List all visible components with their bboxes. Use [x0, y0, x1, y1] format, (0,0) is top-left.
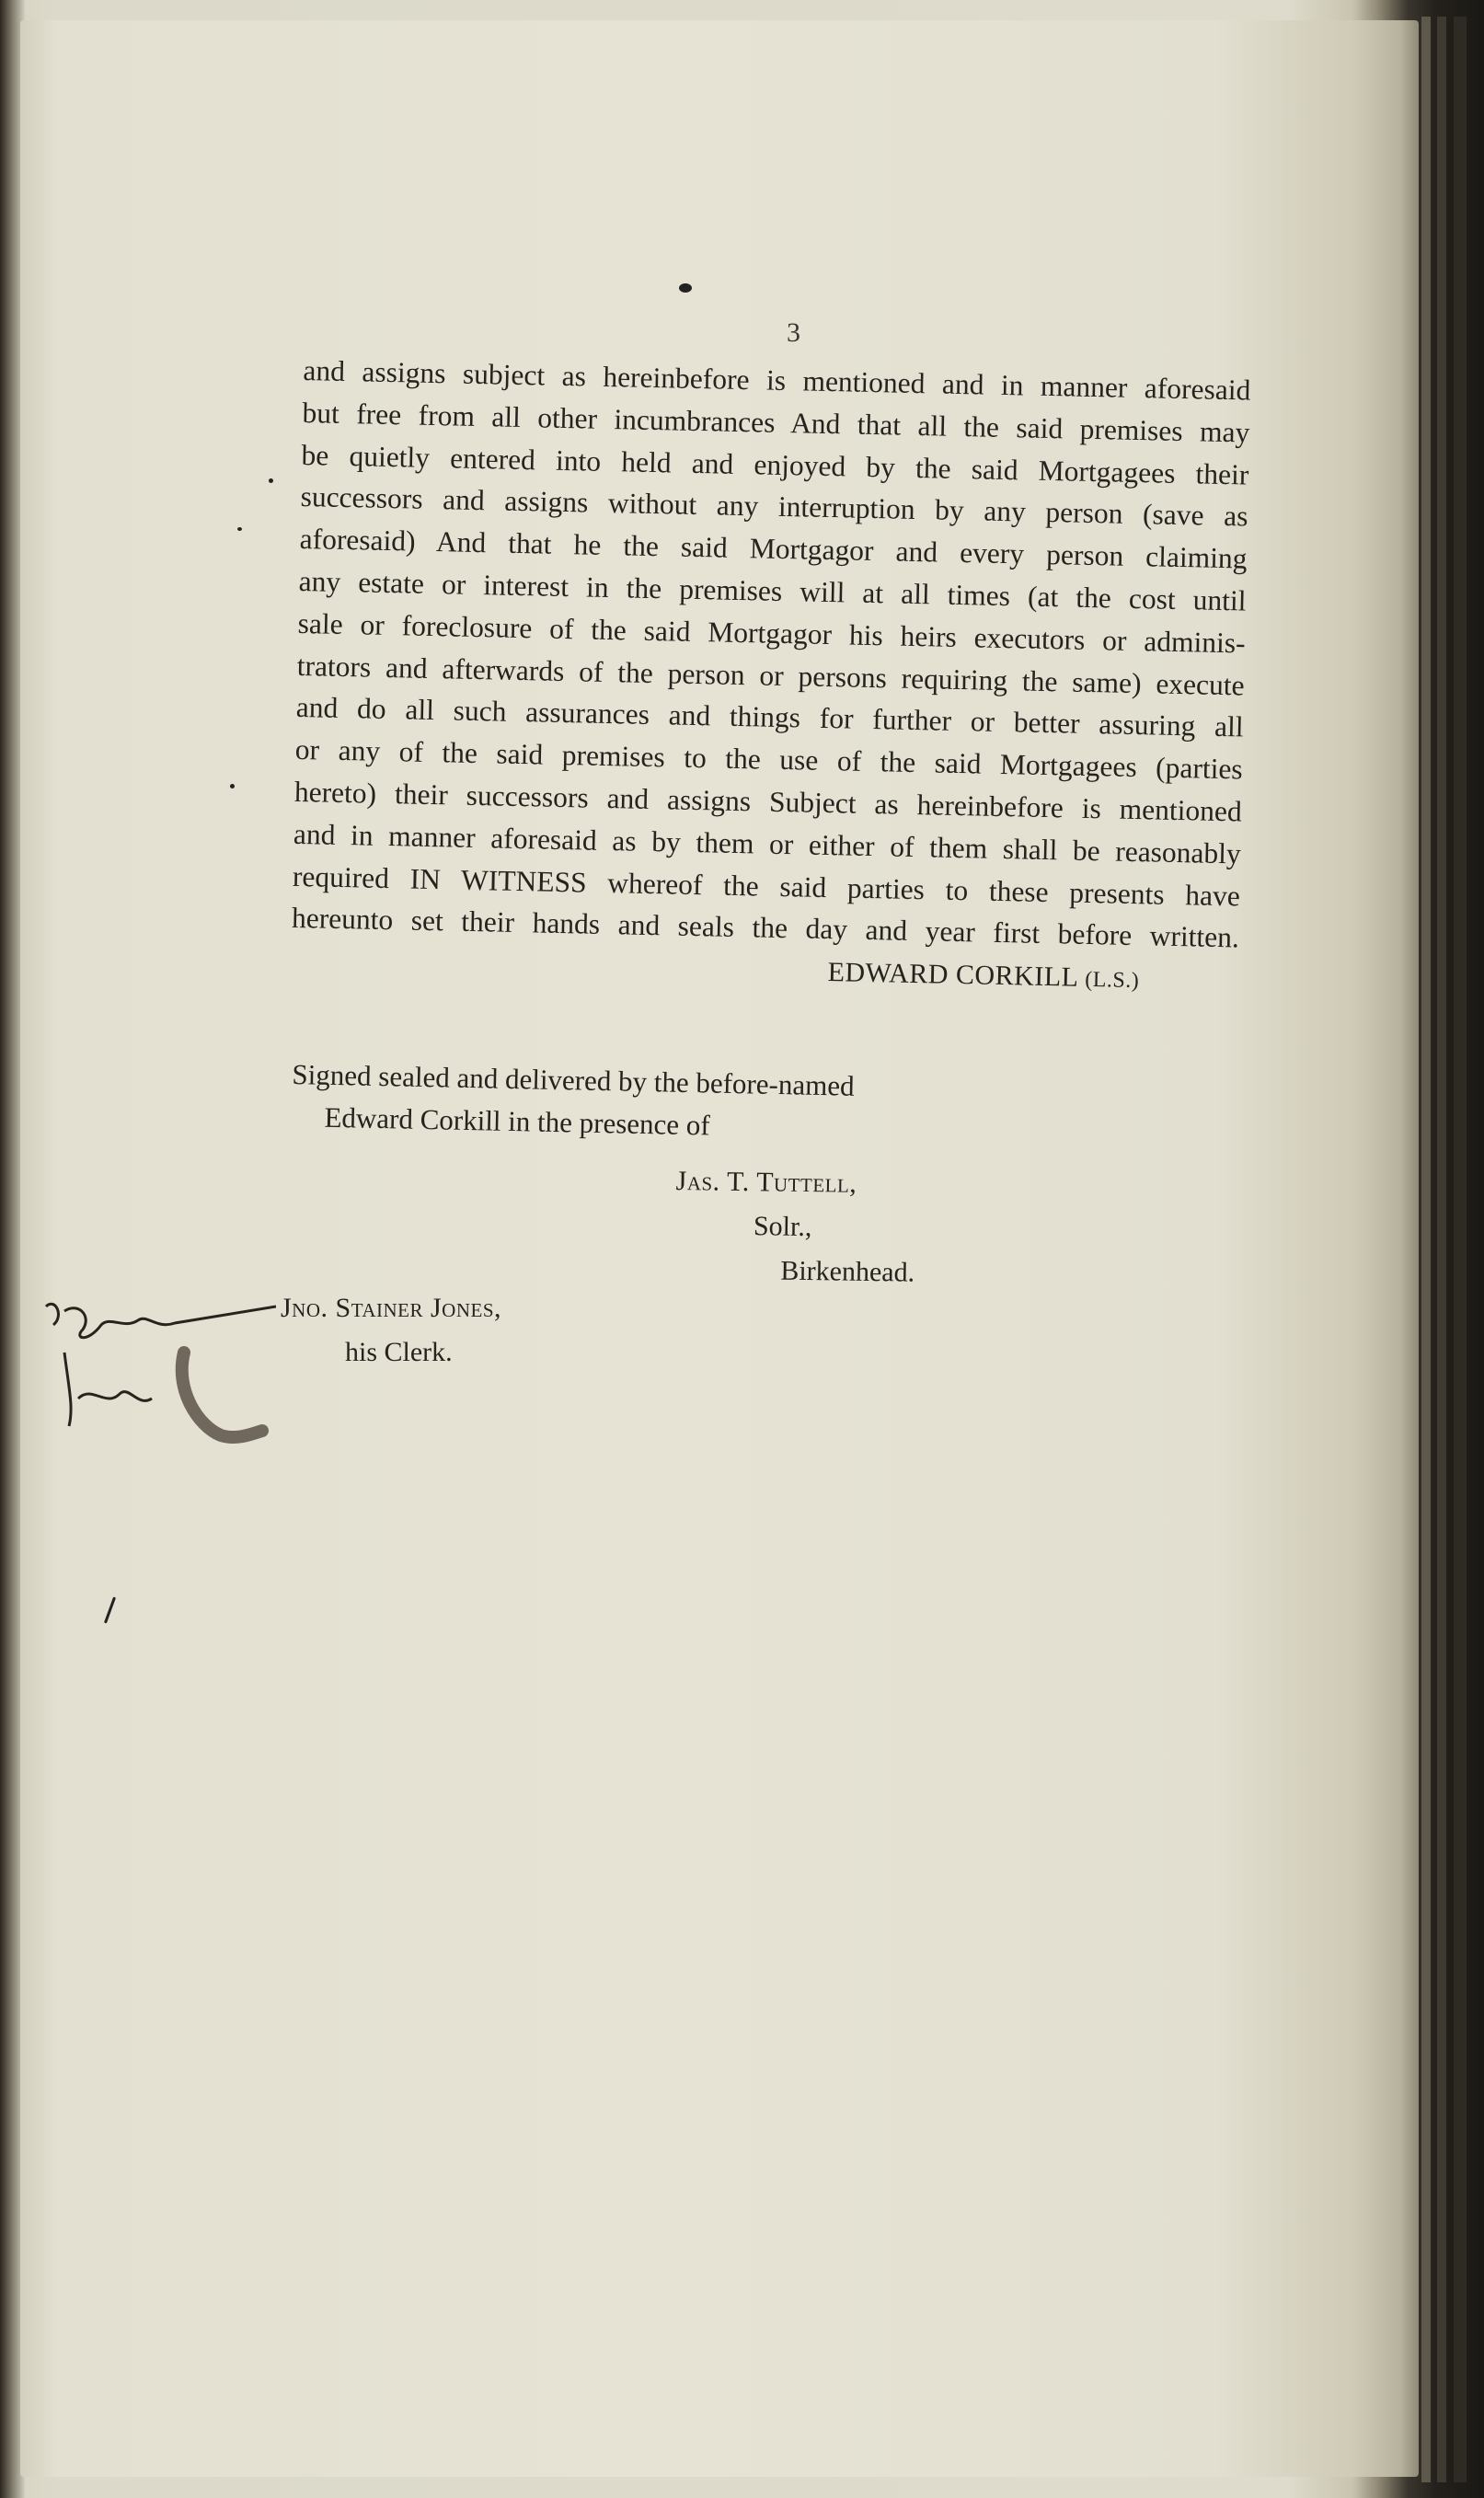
body-line: sale or foreclosure of the said Mortgagor his heirs executors or adminis- — [297, 606, 1246, 660]
body-line: trators and afterwards of the person or persons requiring the same) execute — [296, 649, 1245, 702]
body-line: required IN WITNESS whereof the said parties to these presents have — [292, 859, 1241, 913]
ink-speck — [230, 784, 235, 789]
handwritten-signature — [37, 1288, 276, 1454]
page-edge — [1437, 17, 1446, 2482]
ink-speck — [237, 527, 242, 531]
body-line: hereunto set their hands and seals the day and year first before written. — [291, 902, 1240, 954]
clerk-role: his Clerk. — [345, 1337, 453, 1367]
body-line: and do all such assurances and things for further or better assuring all — [295, 691, 1244, 743]
attestation-clause — [291, 1053, 855, 1150]
body-line: successors and assigns without any interruption by any person (save as — [300, 480, 1248, 533]
body-line: and assigns subject as hereinbefore is mentioned and in manner aforesaid — [303, 353, 1251, 407]
body-line: aforesaid) And that he the said Mortgagor and every person claiming — [299, 523, 1248, 575]
body-line: and in manner aforesaid as by them or either of them shall be reasonably — [293, 817, 1242, 870]
signatory-name: EDWARD CORKILL — [827, 957, 1078, 993]
page-number: 3 — [787, 317, 800, 348]
body-line: be quietly entered into held and enjoyed by the said Mortgagees their — [301, 438, 1249, 491]
ink-speck — [269, 478, 273, 483]
attestation-line: Signed sealed and delivered by the before-named — [292, 1057, 855, 1102]
seal-mark: (L.S.) — [1084, 967, 1140, 994]
clerk-name: Jno. Stainer Jones, — [281, 1293, 502, 1323]
book-cover-edge — [1454, 17, 1467, 2482]
clerk-witness — [281, 1286, 501, 1375]
signatory-line — [827, 957, 1139, 995]
solicitor-place: Birkenhead. — [780, 1255, 915, 1288]
page-edge — [1421, 17, 1431, 2482]
solicitor-name: Jas. T. Tuttell, — [675, 1165, 857, 1199]
deed-body-text — [292, 350, 1251, 960]
body-line: any estate or interest in the premises will at all times (at the cost until — [298, 564, 1247, 617]
solicitor-title: Solr., — [753, 1211, 812, 1243]
attestation-line: Edward Corkill in the presence of — [324, 1100, 711, 1142]
ink-speck — [679, 283, 692, 293]
body-line: but free from all other incumbrances And that all the said premises may — [302, 396, 1250, 449]
body-line: hereto) their successors and assigns Subject as hereinbefore is mentioned — [293, 775, 1243, 828]
solicitor-witness — [674, 1159, 916, 1295]
body-line: or any of the said premises to the use of the said Mortgagees (parties — [294, 733, 1244, 786]
